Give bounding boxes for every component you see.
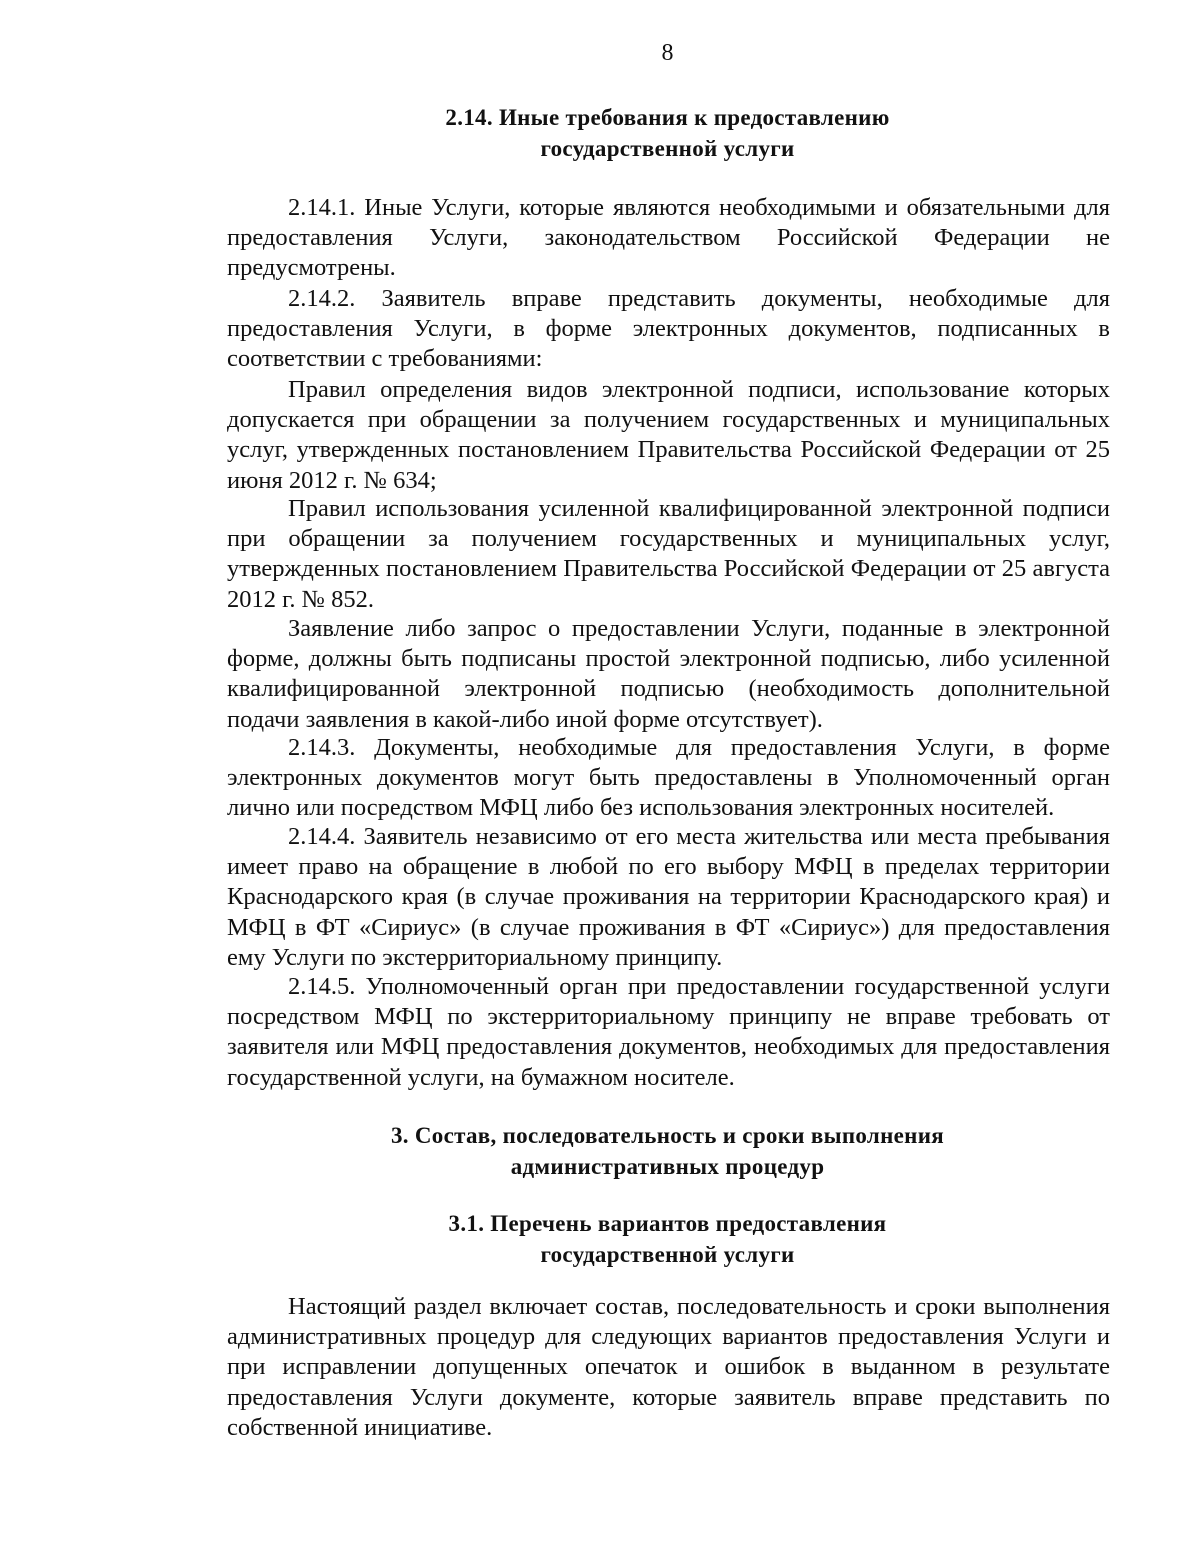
section-heading-line: 3.1. Перечень вариантов предоставления bbox=[448, 1211, 887, 1236]
paragraph-2-14-4: 2.14.4. Заявитель независимо от его места жительства или места пребывания имеет право на обращение в любой по его выбору МФЦ в пределах территории Краснодарского края (в случае проживания на территории Краснодарского края) и МФЦ в ФТ «Сириус» (в случае проживания в ФТ «Сириус») для предоставления ему Услуги по экстерриториальному принципу. bbox=[227, 823, 1110, 971]
section-heading-line: 3. Состав, последовательность и сроки выполнения bbox=[390, 1123, 944, 1148]
section-heading-line: государственной услуги bbox=[540, 1242, 795, 1267]
paragraph-application-signature: Заявление либо запрос о предоставлении Услуги, поданные в электронной форме, должны быть подписаны простой электронной подписью, либо усиленной квалифицированной электронной подписью (необходимость дополнительной подачи заявления в какой-либо иной форме отсутствует). bbox=[227, 615, 1110, 733]
section-heading-2-14 bbox=[0, 102, 1200, 164]
paragraph-rules-634: Правил определения видов электронной подписи, использование которых допускается при обращении за получением государственных и муниципальных услуг, утвержденных постановлением Правительства Российской Федерации от 25 июня 2012 г. № 634; bbox=[227, 376, 1110, 494]
section-heading-line: 2.14. Иные требования к предоставлению bbox=[445, 105, 890, 130]
paragraph-2-14-5: 2.14.5. Уполномоченный орган при предоставлении государственной услуги посредством МФЦ по экстерриториальному принципу не вправе требовать от заявителя или МФЦ предоставления документов, необходимых для предоставления государственной услуги, на бумажном носителе. bbox=[227, 973, 1110, 1091]
paragraph-2-14-2: 2.14.2. Заявитель вправе представить документы, необходимые для предоставления Услуги, в форме электронных документов, подписанных в соответствии с требованиями: bbox=[227, 285, 1110, 373]
section-heading-3-1 bbox=[0, 1208, 1200, 1270]
paragraph-rules-852: Правил использования усиленной квалифицированной электронной подписи при обращении за получением государственных и муниципальных услуг, утвержденных постановлением Правительства Российской Федерации от 25 августа 2012 г. № 852. bbox=[227, 495, 1110, 613]
section-heading-3 bbox=[0, 1120, 1200, 1182]
paragraph-2-14-3: 2.14.3. Документы, необходимые для предоставления Услуги, в форме электронных документов могут быть предоставлены в Уполномоченный орган лично или посредством МФЦ либо без использования электронных носителей. bbox=[227, 734, 1110, 822]
paragraph-2-14-1: 2.14.1. Иные Услуги, которые являются необходимыми и обязательными для предоставления Услуги, законодательством Российской Федерации не предусмотрены. bbox=[227, 194, 1110, 282]
page-number: 8 bbox=[661, 40, 674, 66]
section-heading-line: государственной услуги bbox=[540, 136, 795, 161]
paragraph-3-1: Настоящий раздел включает состав, последовательность и сроки выполнения административных процедур для следующих вариантов предоставления Услуги и при исправлении допущенных опечаток и ошибок в выданном в результате предоставления Услуги документе, которые заявитель вправе представить по собственной инициативе. bbox=[227, 1293, 1110, 1441]
section-heading-line: административных процедур bbox=[510, 1154, 825, 1179]
